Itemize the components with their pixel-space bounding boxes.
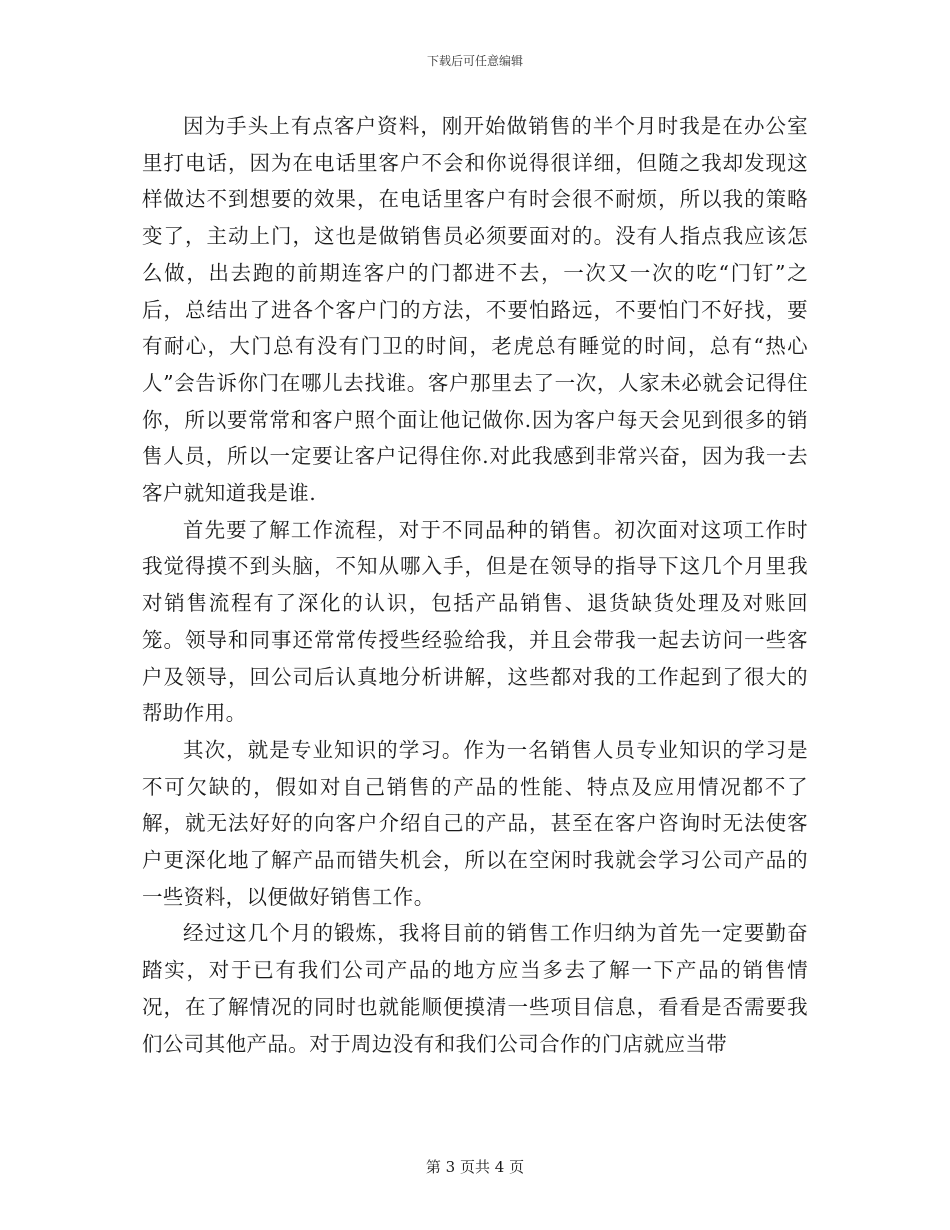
paragraph-2: 首先要了解工作流程，对于不同品种的销售。初次面对这项工作时我觉得摸不到头脑，不知从哪入手，但是在领导的指导下这几个月里我对销售流程有了深化的认识，包括产品销售、退货缺货处理及对账回笼。领导和同事还常常传授些经验给我，并且会带我一起去访问一些客户及领导，回公司后认真地分析讲解，这些都对我的工作起到了很大的帮助作用。	[142, 517, 808, 726]
page-header: 下载后可任意编辑	[426, 54, 523, 68]
page-number-footer: 第 3 页共 4 页	[425, 1158, 525, 1176]
paragraph-3: 其次，就是专业知识的学习。作为一名销售人员专业知识的学习是不可欠缺的，假如对自己销售的产品的性能、特点及应用情况都不了解，就无法好好的向客户介绍自己的产品，甚至在客户咨询时无法使客户更深化地了解产品而错失机会，所以在空闲时我就会学习公司产品的一些资料，以便做好销售工作。	[142, 737, 808, 909]
paragraph-1: 因为手头上有点客户资料，刚开始做销售的半个月时我是在办公室里打电话，因为在电话里客户不会和你说得很详细，但随之我却发现这样做达不到想要的效果，在电话里客户有时会很不耐烦，所以我的策略变了，主动上门，这也是做销售员必须要面对的。没有人指点我应该怎么做，出去跑的前期连客户的门都进不去，一次又一次的吃“门钉”之后，总结出了进各个客户门的方法，不要怕路远，不要怕门不好找，要有耐心，大门总有没有门卫的时间，老虎总有睡觉的时间，总有“热心人”会告诉你门在哪儿去找谁。客户那里去了一次，人家未必就会记得住你，所以要常常和客户照个面让他记做你.因为客户每天会见到很多的销售人员，所以一定要让客户记得住你.对此我感到非常兴奋，因为我一去客户就知道我是谁.	[142, 114, 808, 506]
paragraph-4: 经过这几个月的锻炼，我将目前的销售工作归纳为首先一定要勤奋踏实，对于已有我们公司产品的地方应当多去了解一下产品的销售情况，在了解情况的同时也就能顺便摸清一些项目信息，看看是否需要我们公司其他产品。对于周边没有和我们公司合作的门店就应当带	[142, 921, 808, 1056]
document-body	[142, 108, 808, 1062]
